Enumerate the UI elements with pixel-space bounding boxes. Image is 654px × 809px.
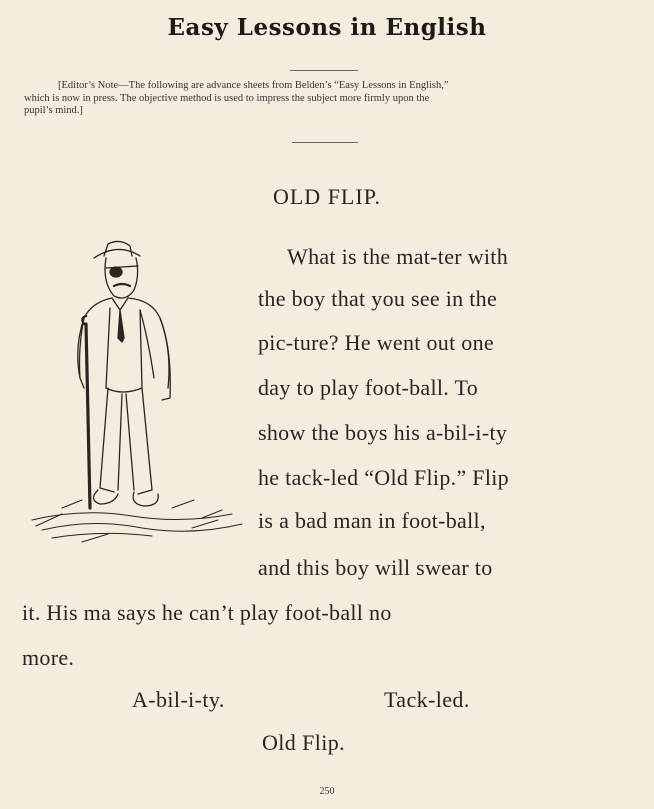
- note-divider: [292, 142, 358, 143]
- page-number: 250: [319, 786, 335, 797]
- lesson-text-line: show the boys his a-bil-i-ty: [258, 420, 508, 445]
- editor-note: [24, 80, 626, 118]
- header-divider: [290, 70, 358, 71]
- lesson-text-line: and this boy will swear to: [258, 555, 493, 580]
- lesson-text-line: it. His ma says he can’t play foot-ball no: [22, 600, 392, 625]
- lesson-text-line: the boy that you see in the: [258, 286, 498, 311]
- editor-note-line: which is now in press. The objective method is used to impress the subject more firmly upon the: [24, 92, 430, 104]
- page-header-title: Easy Lessons in English: [167, 14, 487, 41]
- vocabulary-word: A-bil-i-ty.: [132, 687, 225, 712]
- lesson-text-line: is a bad man in foot-ball,: [258, 508, 486, 533]
- lesson-title: OLD FLIP.: [272, 184, 381, 209]
- vocabulary-word: Old Flip.: [262, 730, 346, 755]
- lesson-text-line: he tack-led “Old Flip.” Flip: [258, 465, 509, 490]
- boy-with-cane-illustration: [22, 238, 252, 558]
- lesson-text-line: What is the mat-ter with: [287, 244, 509, 269]
- editor-note-line: pupil’s mind.]: [24, 105, 83, 116]
- lesson-text-line: more.: [22, 645, 75, 670]
- lesson-text-line: day to play foot-ball. To: [258, 375, 479, 400]
- vocabulary-word: Tack-led.: [384, 687, 470, 712]
- lesson-text-line: pic-ture? He went out one: [258, 330, 494, 355]
- editor-note-line: [Editor’s Note—The following are advance sheets from Belden’s “Easy Lessons in English,”: [58, 80, 449, 91]
